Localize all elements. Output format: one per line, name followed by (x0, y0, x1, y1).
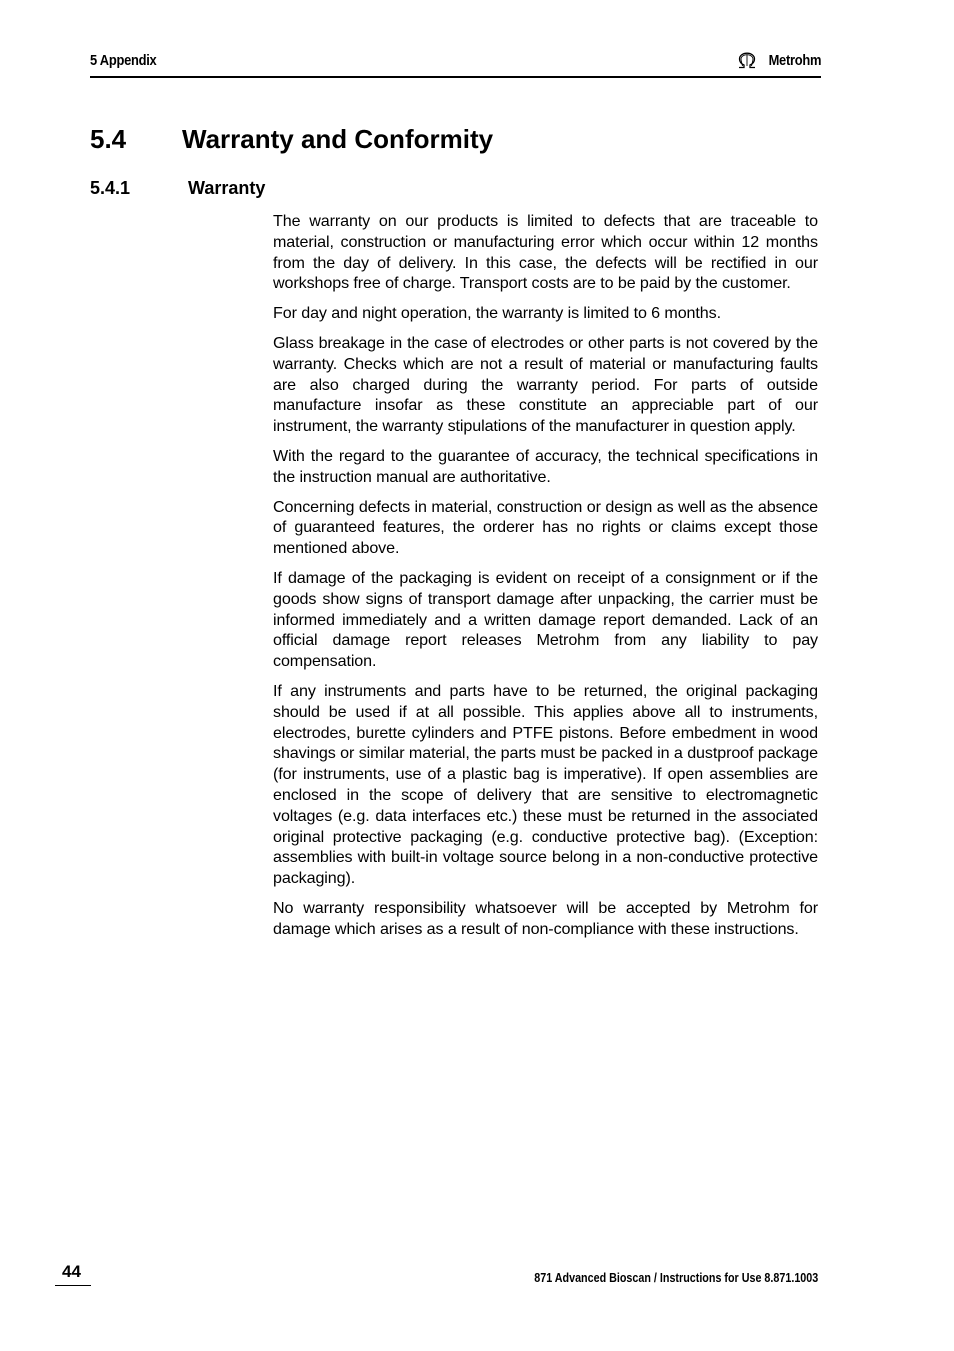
section-number: 5.4 (90, 124, 127, 154)
paragraph: Concerning defects in material, construction or design as well as the absence of guaranteed features, the orderer has no rights or claims except those mentioned above. (273, 497, 818, 558)
subsection-heading (90, 178, 265, 199)
document-title: 871 Advanced Bioscan / Instructions for Use 8.871.1003 (533, 1271, 818, 1285)
subsection-title: Warranty (188, 178, 266, 198)
paragraph: If any instruments and parts have to be returned, the original packaging should be used if at all possible. This applies above all to instruments, electrodes, burette cylinders and PTFE pistons. Before embedment in wood shavings or similar material, the parts must be packed in a dustproof package (for instruments, use of a plastic bag is imperative). If open assemblies are enclosed in the scope of delivery that are sensitive to electromagnetic voltages (e.g. data interfaces etc.) these must be returned in the associated original protective packaging (e.g. conductive protective bag). (Exception: assemblies with built-in voltage source belong in a non-conductive protective packaging). (273, 681, 818, 888)
warranty-body (273, 211, 818, 949)
paragraph: Glass breakage in the case of electrodes or other parts is not covered by the warranty. Checks which are not a result of material or manufacturing faults are also charged during the warranty period. For parts of outside manufacture insofar as these constitute an appreciable part of our instrument, the warranty stipulations of the manufacturer in question apply. (273, 333, 818, 436)
subsection-number: 5.4.1 (90, 178, 131, 198)
page-number: 44 (55, 1262, 91, 1286)
paragraph: The warranty on our products is limited to defects that are traceable to material, construction or manufacturing error which occur within 12 months from the day of delivery. In this case, the defects will be rectified in our workshops free of charge. Transport costs are to be paid by the customer. (273, 212, 818, 293)
paragraph: No warranty responsibility whatsoever will be accepted by Metrohm for damage which arises as a result of non-compliance with these instructions. (273, 898, 818, 938)
metrohm-omega-logo-icon (737, 52, 757, 69)
brand (737, 52, 821, 69)
paragraph: For day and night operation, the warranty is limited to 6 months. (273, 304, 721, 323)
section-heading (90, 124, 493, 155)
paragraph: With the regard to the guarantee of accuracy, the technical specifications in the instruction manual are authoritative. (273, 446, 818, 486)
header-section-title: 5 Appendix (90, 52, 157, 69)
page-header (90, 50, 821, 78)
paragraph: If damage of the packaging is evident on receipt of a consignment or if the goods show signs of transport damage after unpacking, the carrier must be informed immediately and a written damage report demanded. Lack of an official damage report releases Metrohm from any liability to pay compensation. (273, 568, 818, 671)
section-title: Warranty and Conformity (182, 124, 494, 154)
brand-name: Metrohm (768, 52, 821, 69)
